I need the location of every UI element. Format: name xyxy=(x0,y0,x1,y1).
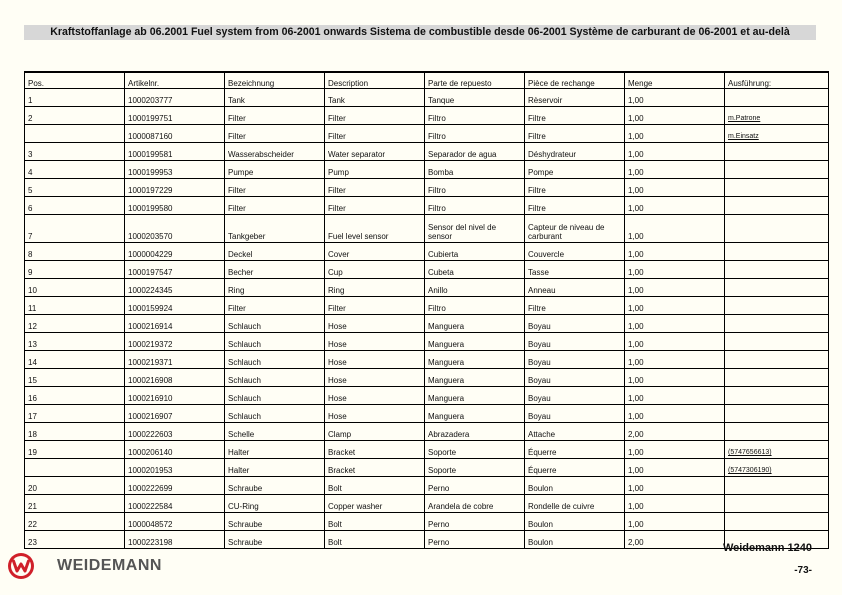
cell-ausfuehrung: m.Einsatz xyxy=(725,125,829,143)
cell-bezeichnung: Filter xyxy=(225,125,325,143)
cell-menge: 1,00 xyxy=(625,477,725,495)
cell-pos: 12 xyxy=(25,315,125,333)
cell-menge: 1,00 xyxy=(625,261,725,279)
cell-parte: Tanque xyxy=(425,89,525,107)
cell-description: Ring xyxy=(325,279,425,297)
cell-bezeichnung: Schraube xyxy=(225,477,325,495)
cell-artikelnr: 1000048572 xyxy=(125,513,225,531)
cell-description: Filter xyxy=(325,197,425,215)
cell-parte: Filtro xyxy=(425,125,525,143)
cell-artikelnr: 1000197229 xyxy=(125,179,225,197)
cell-bezeichnung: CU-Ring xyxy=(225,495,325,513)
column-header-bezeichnung: Bezeichnung xyxy=(225,72,325,89)
cell-ausfuehrung xyxy=(725,495,829,513)
cell-description: Filter xyxy=(325,107,425,125)
cell-menge: 1,00 xyxy=(625,279,725,297)
cell-bezeichnung: Schlauch xyxy=(225,405,325,423)
table-row xyxy=(25,513,829,531)
table-row xyxy=(25,243,829,261)
cell-piece: Boyau xyxy=(525,333,625,351)
cell-description: Fuel level sensor xyxy=(325,215,425,243)
cell-description: Pump xyxy=(325,161,425,179)
cell-piece: Tasse xyxy=(525,261,625,279)
table-row xyxy=(25,297,829,315)
table-row xyxy=(25,495,829,513)
cell-ausfuehrung xyxy=(725,143,829,161)
cell-ausfuehrung xyxy=(725,315,829,333)
cell-ausfuehrung xyxy=(725,405,829,423)
cell-pos: 11 xyxy=(25,297,125,315)
column-header-ausfuehrung: Ausführung: xyxy=(725,72,829,89)
column-header-artikelnr: Artikelnr. xyxy=(125,72,225,89)
cell-piece: Boyau xyxy=(525,369,625,387)
cell-piece: Pompe xyxy=(525,161,625,179)
cell-pos: 7 xyxy=(25,215,125,243)
cell-ausfuehrung xyxy=(725,161,829,179)
cell-bezeichnung: Schlauch xyxy=(225,387,325,405)
cell-artikelnr: 1000223198 xyxy=(125,531,225,549)
cell-description: Copper washer xyxy=(325,495,425,513)
table-row xyxy=(25,179,829,197)
cell-menge: 2,00 xyxy=(625,423,725,441)
cell-parte: Soporte xyxy=(425,441,525,459)
cell-piece: Boulon xyxy=(525,531,625,549)
cell-parte: Soporte xyxy=(425,459,525,477)
cell-menge: 1,00 xyxy=(625,107,725,125)
cell-description: Bolt xyxy=(325,513,425,531)
cell-description: Hose xyxy=(325,315,425,333)
table-row xyxy=(25,423,829,441)
table-row xyxy=(25,315,829,333)
cell-piece: Attache xyxy=(525,423,625,441)
cell-ausfuehrung xyxy=(725,513,829,531)
cell-parte: Filtro xyxy=(425,107,525,125)
cell-bezeichnung: Ring xyxy=(225,279,325,297)
cell-piece: Boyau xyxy=(525,405,625,423)
cell-parte: Arandela de cobre xyxy=(425,495,525,513)
cell-bezeichnung: Tankgeber xyxy=(225,215,325,243)
cell-artikelnr: 1000219371 xyxy=(125,351,225,369)
cell-menge: 1,00 xyxy=(625,369,725,387)
cell-parte: Manguera xyxy=(425,387,525,405)
cell-ausfuehrung xyxy=(725,369,829,387)
table-row xyxy=(25,215,829,243)
cell-pos: 3 xyxy=(25,143,125,161)
cell-menge: 1,00 xyxy=(625,441,725,459)
cell-artikelnr: 1000087160 xyxy=(125,125,225,143)
cell-description: Cover xyxy=(325,243,425,261)
table-row xyxy=(25,531,829,549)
parts-table-body xyxy=(25,89,829,549)
cell-menge: 1,00 xyxy=(625,143,725,161)
cell-description: Bolt xyxy=(325,477,425,495)
cell-description: Tank xyxy=(325,89,425,107)
page-title: Kraftstoffanlage ab 06.2001 Fuel system from 06-2001 onwards Sistema de combustible desde 06-2001 Système de carburant de 06-2001 et au-delà xyxy=(24,25,816,40)
cell-pos: 15 xyxy=(25,369,125,387)
cell-parte: Bomba xyxy=(425,161,525,179)
cell-artikelnr: 1000199580 xyxy=(125,197,225,215)
cell-piece: Filtre xyxy=(525,125,625,143)
cell-bezeichnung: Wasserabscheider xyxy=(225,143,325,161)
cell-menge: 1,00 xyxy=(625,179,725,197)
cell-bezeichnung: Halter xyxy=(225,441,325,459)
cell-bezeichnung: Tank xyxy=(225,89,325,107)
cell-artikelnr: 1000222603 xyxy=(125,423,225,441)
cell-piece: Anneau xyxy=(525,279,625,297)
cell-artikelnr: 1000222699 xyxy=(125,477,225,495)
cell-pos xyxy=(25,125,125,143)
cell-parte: Filtro xyxy=(425,297,525,315)
cell-description: Filter xyxy=(325,297,425,315)
cell-piece: Filtre xyxy=(525,197,625,215)
cell-piece: Filtre xyxy=(525,179,625,197)
table-row xyxy=(25,387,829,405)
cell-description: Hose xyxy=(325,351,425,369)
cell-piece: Équerre xyxy=(525,441,625,459)
cell-bezeichnung: Schlauch xyxy=(225,369,325,387)
cell-bezeichnung: Pumpe xyxy=(225,161,325,179)
cell-piece: Filtre xyxy=(525,297,625,315)
cell-artikelnr: 1000203570 xyxy=(125,215,225,243)
cell-menge: 1,00 xyxy=(625,161,725,179)
cell-artikelnr: 1000159924 xyxy=(125,297,225,315)
cell-pos: 13 xyxy=(25,333,125,351)
cell-artikelnr: 1000219372 xyxy=(125,333,225,351)
cell-artikelnr: 1000222584 xyxy=(125,495,225,513)
cell-ausfuehrung: (5747656613) xyxy=(725,441,829,459)
cell-piece: Rondelle de cuivre xyxy=(525,495,625,513)
cell-bezeichnung: Schlauch xyxy=(225,333,325,351)
cell-pos: 5 xyxy=(25,179,125,197)
cell-parte: Perno xyxy=(425,513,525,531)
cell-pos xyxy=(25,459,125,477)
cell-bezeichnung: Schlauch xyxy=(225,315,325,333)
cell-menge: 1,00 xyxy=(625,351,725,369)
column-header-parte: Parte de repuesto xyxy=(425,72,525,89)
cell-description: Hose xyxy=(325,387,425,405)
cell-ausfuehrung xyxy=(725,261,829,279)
cell-piece: Boyau xyxy=(525,387,625,405)
cell-pos: 10 xyxy=(25,279,125,297)
cell-bezeichnung: Becher xyxy=(225,261,325,279)
cell-parte: Manguera xyxy=(425,369,525,387)
cell-description: Hose xyxy=(325,333,425,351)
cell-menge: 1,00 xyxy=(625,197,725,215)
cell-menge: 1,00 xyxy=(625,89,725,107)
table-row xyxy=(25,197,829,215)
cell-parte: Anillo xyxy=(425,279,525,297)
cell-artikelnr: 1000199751 xyxy=(125,107,225,125)
cell-menge: 1,00 xyxy=(625,243,725,261)
cell-bezeichnung: Filter xyxy=(225,297,325,315)
cell-pos: 18 xyxy=(25,423,125,441)
cell-description: Bolt xyxy=(325,531,425,549)
table-row xyxy=(25,89,829,107)
cell-ausfuehrung xyxy=(725,333,829,351)
table-row xyxy=(25,125,829,143)
cell-ausfuehrung xyxy=(725,477,829,495)
cell-piece: Couvercle xyxy=(525,243,625,261)
cell-ausfuehrung xyxy=(725,179,829,197)
table-row xyxy=(25,351,829,369)
cell-piece: Capteur de niveau de carburant xyxy=(525,215,625,243)
table-row xyxy=(25,441,829,459)
cell-artikelnr: 1000206140 xyxy=(125,441,225,459)
cell-piece: Équerre xyxy=(525,459,625,477)
cell-parte: Manguera xyxy=(425,333,525,351)
table-row xyxy=(25,161,829,179)
table-row xyxy=(25,107,829,125)
cell-menge: 2,00 xyxy=(625,531,725,549)
cell-pos: 6 xyxy=(25,197,125,215)
cell-artikelnr: 1000224345 xyxy=(125,279,225,297)
cell-artikelnr: 1000216914 xyxy=(125,315,225,333)
cell-pos: 16 xyxy=(25,387,125,405)
page-number: -73- xyxy=(794,565,812,576)
table-row xyxy=(25,143,829,161)
table-row xyxy=(25,477,829,495)
cell-bezeichnung: Schlauch xyxy=(225,351,325,369)
cell-artikelnr: 1000197547 xyxy=(125,261,225,279)
cell-bezeichnung: Schraube xyxy=(225,513,325,531)
cell-menge: 1,00 xyxy=(625,333,725,351)
cell-parte: Sensor del nivel de sensor xyxy=(425,215,525,243)
model-name: Weidemann 1240 xyxy=(722,542,812,554)
column-header-pos: Pos. xyxy=(25,72,125,89)
cell-ausfuehrung xyxy=(725,279,829,297)
cell-description: Hose xyxy=(325,405,425,423)
table-row xyxy=(25,333,829,351)
cell-menge: 1,00 xyxy=(625,387,725,405)
cell-menge: 1,00 xyxy=(625,125,725,143)
cell-artikelnr: 1000216907 xyxy=(125,405,225,423)
cell-description: Clamp xyxy=(325,423,425,441)
column-header-piece: Pièce de rechange xyxy=(525,72,625,89)
column-header-description: Description xyxy=(325,72,425,89)
cell-description: Bracket xyxy=(325,441,425,459)
weidemann-logo xyxy=(7,551,162,581)
table-row xyxy=(25,459,829,477)
cell-pos: 23 xyxy=(25,531,125,549)
cell-parte: Manguera xyxy=(425,405,525,423)
cell-pos: 14 xyxy=(25,351,125,369)
cell-parte: Manguera xyxy=(425,351,525,369)
cell-ausfuehrung xyxy=(725,387,829,405)
cell-piece: Boulon xyxy=(525,513,625,531)
cell-pos: 2 xyxy=(25,107,125,125)
cell-description: Water separator xyxy=(325,143,425,161)
cell-artikelnr: 1000004229 xyxy=(125,243,225,261)
cell-ausfuehrung xyxy=(725,297,829,315)
cell-bezeichnung: Halter xyxy=(225,459,325,477)
cell-menge: 1,00 xyxy=(625,215,725,243)
parts-table xyxy=(24,71,829,549)
cell-menge: 1,00 xyxy=(625,513,725,531)
table-row xyxy=(25,279,829,297)
table-row xyxy=(25,369,829,387)
cell-artikelnr: 1000199581 xyxy=(125,143,225,161)
cell-piece: Boulon xyxy=(525,477,625,495)
cell-piece: Déshydrateur xyxy=(525,143,625,161)
cell-piece: Boyau xyxy=(525,351,625,369)
cell-ausfuehrung xyxy=(725,89,829,107)
table-row xyxy=(25,261,829,279)
cell-description: Hose xyxy=(325,369,425,387)
cell-piece: Filtre xyxy=(525,107,625,125)
cell-menge: 1,00 xyxy=(625,297,725,315)
cell-pos: 21 xyxy=(25,495,125,513)
cell-description: Cup xyxy=(325,261,425,279)
cell-artikelnr: 1000201953 xyxy=(125,459,225,477)
cell-parte: Abrazadera xyxy=(425,423,525,441)
cell-bezeichnung: Filter xyxy=(225,179,325,197)
brand-name: WEIDEMANN xyxy=(57,557,162,574)
cell-bezeichnung: Schraube xyxy=(225,531,325,549)
cell-parte: Perno xyxy=(425,531,525,549)
cell-parte: Cubierta xyxy=(425,243,525,261)
cell-parte: Filtro xyxy=(425,197,525,215)
cell-bezeichnung: Schelle xyxy=(225,423,325,441)
cell-parte: Filtro xyxy=(425,179,525,197)
cell-menge: 1,00 xyxy=(625,405,725,423)
cell-parte: Manguera xyxy=(425,315,525,333)
cell-bezeichnung: Filter xyxy=(225,197,325,215)
cell-pos: 1 xyxy=(25,89,125,107)
cell-parte: Separador de agua xyxy=(425,143,525,161)
table-row xyxy=(25,405,829,423)
cell-menge: 1,00 xyxy=(625,459,725,477)
cell-piece: Rèservoir xyxy=(525,89,625,107)
cell-description: Bracket xyxy=(325,459,425,477)
cell-pos: 22 xyxy=(25,513,125,531)
cell-description: Filter xyxy=(325,179,425,197)
cell-ausfuehrung xyxy=(725,243,829,261)
cell-bezeichnung: Deckel xyxy=(225,243,325,261)
cell-artikelnr: 1000203777 xyxy=(125,89,225,107)
cell-parte: Perno xyxy=(425,477,525,495)
cell-piece: Boyau xyxy=(525,315,625,333)
cell-ausfuehrung xyxy=(725,423,829,441)
cell-parte: Cubeta xyxy=(425,261,525,279)
weidemann-logo-mark-icon xyxy=(7,552,35,580)
cell-pos: 4 xyxy=(25,161,125,179)
cell-description: Filter xyxy=(325,125,425,143)
cell-artikelnr: 1000216910 xyxy=(125,387,225,405)
cell-pos: 8 xyxy=(25,243,125,261)
table-header-row xyxy=(25,72,829,89)
cell-menge: 1,00 xyxy=(625,315,725,333)
cell-artikelnr: 1000199953 xyxy=(125,161,225,179)
column-header-menge: Menge xyxy=(625,72,725,89)
cell-pos: 19 xyxy=(25,441,125,459)
cell-ausfuehrung: (5747306190) xyxy=(725,459,829,477)
cell-ausfuehrung xyxy=(725,197,829,215)
cell-bezeichnung: Filter xyxy=(225,107,325,125)
cell-ausfuehrung xyxy=(725,215,829,243)
cell-pos: 9 xyxy=(25,261,125,279)
cell-menge: 1,00 xyxy=(625,495,725,513)
cell-pos: 20 xyxy=(25,477,125,495)
cell-ausfuehrung: m.Patrone xyxy=(725,107,829,125)
cell-artikelnr: 1000216908 xyxy=(125,369,225,387)
cell-ausfuehrung xyxy=(725,351,829,369)
cell-pos: 17 xyxy=(25,405,125,423)
